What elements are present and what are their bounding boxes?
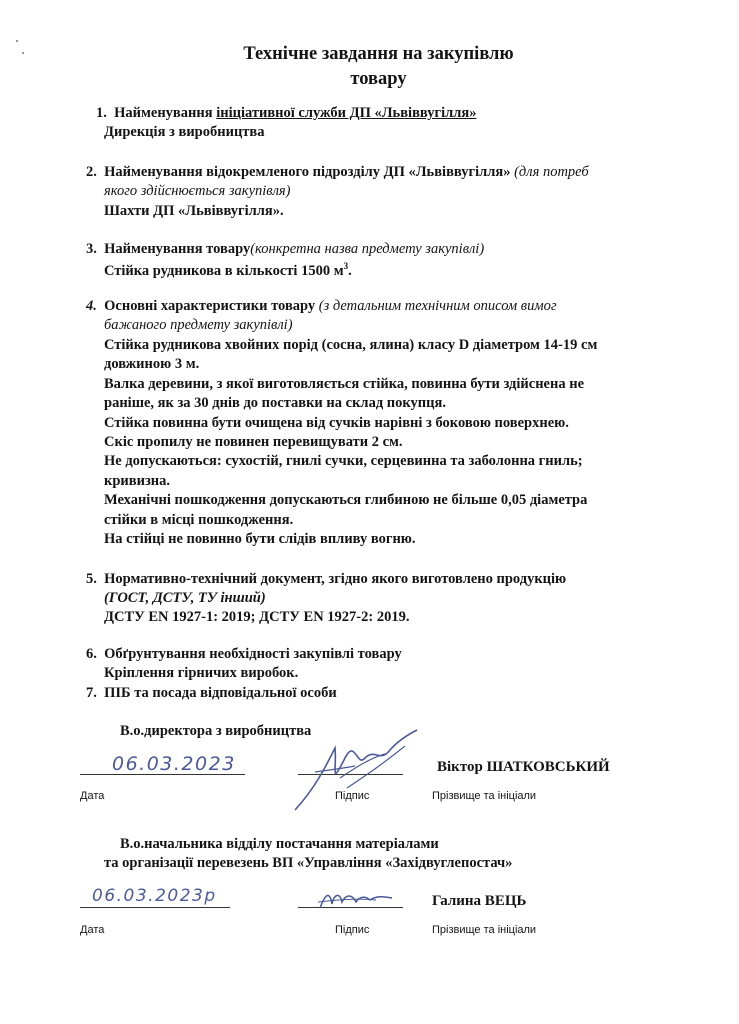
spec-line: Механічні пошкодження допускаються глибиною не більше 0,05 діаметра xyxy=(104,492,588,509)
section-2-note: якого здійснюється закупівля) xyxy=(104,183,291,199)
caption-date: Дата xyxy=(80,790,105,802)
spec-line: Не допускаються: сухостій, гнилі сучки, серцевинна та заболонна гниль; xyxy=(104,453,583,470)
caption-name: Прізвище та ініціали xyxy=(432,924,537,936)
section-1-heading: 1. Найменування ініціативної служби ДП «Львіввугілля» xyxy=(96,105,477,121)
signer-2-name: Галина ВЕЦЬ xyxy=(432,893,527,909)
caption-date: Дата xyxy=(80,924,105,936)
spec-line: кривизна. xyxy=(104,472,171,489)
signer-2-position-line2: та організації перевезень ВП «Управління «Західвуглепостач» xyxy=(104,855,513,871)
spec-line: Стійка повинна бути очищена від сучків нарівні з боковою поверхнею. xyxy=(104,414,569,431)
section-2-heading: 2. Найменування відокремленого підрозділу ДП «Львіввугілля» (для потреб xyxy=(86,164,589,180)
signer-1-date: 06.03.2023 xyxy=(112,753,236,775)
date-line xyxy=(80,907,230,908)
section-4-note: бажаного предмету закупівлі) xyxy=(104,317,293,333)
signature-2-icon xyxy=(316,888,396,918)
page-title-line2: товару xyxy=(350,69,407,89)
spec-line: стійки в місці пошкодження. xyxy=(104,511,294,528)
caption-signature: Підпис xyxy=(335,924,370,936)
signature-1-icon xyxy=(285,728,425,818)
page-title: Технічне завдання на закупівлю xyxy=(243,44,514,64)
section-1-value: Дирекція з виробництва xyxy=(104,124,265,140)
section-5-heading: 5. Нормативно-технічний документ, згідно якого виготовлено продукцію xyxy=(86,571,567,587)
section-3-value: Стійка рудникова в кількості 1500 $м^3$. xyxy=(104,261,352,279)
spec-line: раніше, як за 30 днів до поставки на склад покупця. xyxy=(104,395,446,412)
section-5-note: (ГОСТ, ДСТУ, ТУ інший) xyxy=(104,590,266,606)
section-6-heading: 6. Обґрунтування необхідності закупівлі товару xyxy=(86,646,402,662)
section-4-body xyxy=(104,336,597,549)
date-line xyxy=(80,774,245,775)
section-5-value: ДСТУ EN 1927-1: 2019; ДСТУ EN 1927-2: 2019. xyxy=(104,609,410,625)
section-2-value: Шахти ДП «Львіввугілля». xyxy=(104,203,284,219)
signer-1-position: В.о.директора з виробництва xyxy=(120,723,312,739)
section-4-heading: 4. Основні характеристики товару (з детальним технічним описом вимог xyxy=(86,298,557,314)
spec-line: Стійка рудникова хвойних порід (сосна, ялина) класу D діаметром 14-19 см xyxy=(104,337,598,353)
spec-line: На стійці не повинно бути слідів впливу вогню. xyxy=(104,531,416,548)
section-7-heading: 7. ПІБ та посада відповідальної особи xyxy=(86,685,337,701)
signer-2-position-line1: В.о.начальника відділу постачання матеріалами xyxy=(120,836,439,852)
caption-name: Прізвище та ініціали xyxy=(432,790,537,802)
scan-speck xyxy=(16,40,18,42)
caption-signature: Підпис xyxy=(335,790,370,802)
signer-1-name: Віктор ШАТКОВСЬКИЙ xyxy=(437,759,610,775)
section-3-heading: 3. Найменування товару(конкретна назва предмету закупівлі) xyxy=(86,241,485,257)
section-6-value: Кріплення гірничих виробок. xyxy=(104,665,299,681)
spec-line: Скіс пропилу не повинен перевищувати 2 см. xyxy=(104,434,403,451)
spec-line: довжиною 3 м. xyxy=(104,356,200,373)
spec-line: Валка деревини, з якої виготовляється стійка, повинна бути здійснена не xyxy=(104,375,585,392)
signer-2-date: 06.03.2023р xyxy=(92,886,217,906)
